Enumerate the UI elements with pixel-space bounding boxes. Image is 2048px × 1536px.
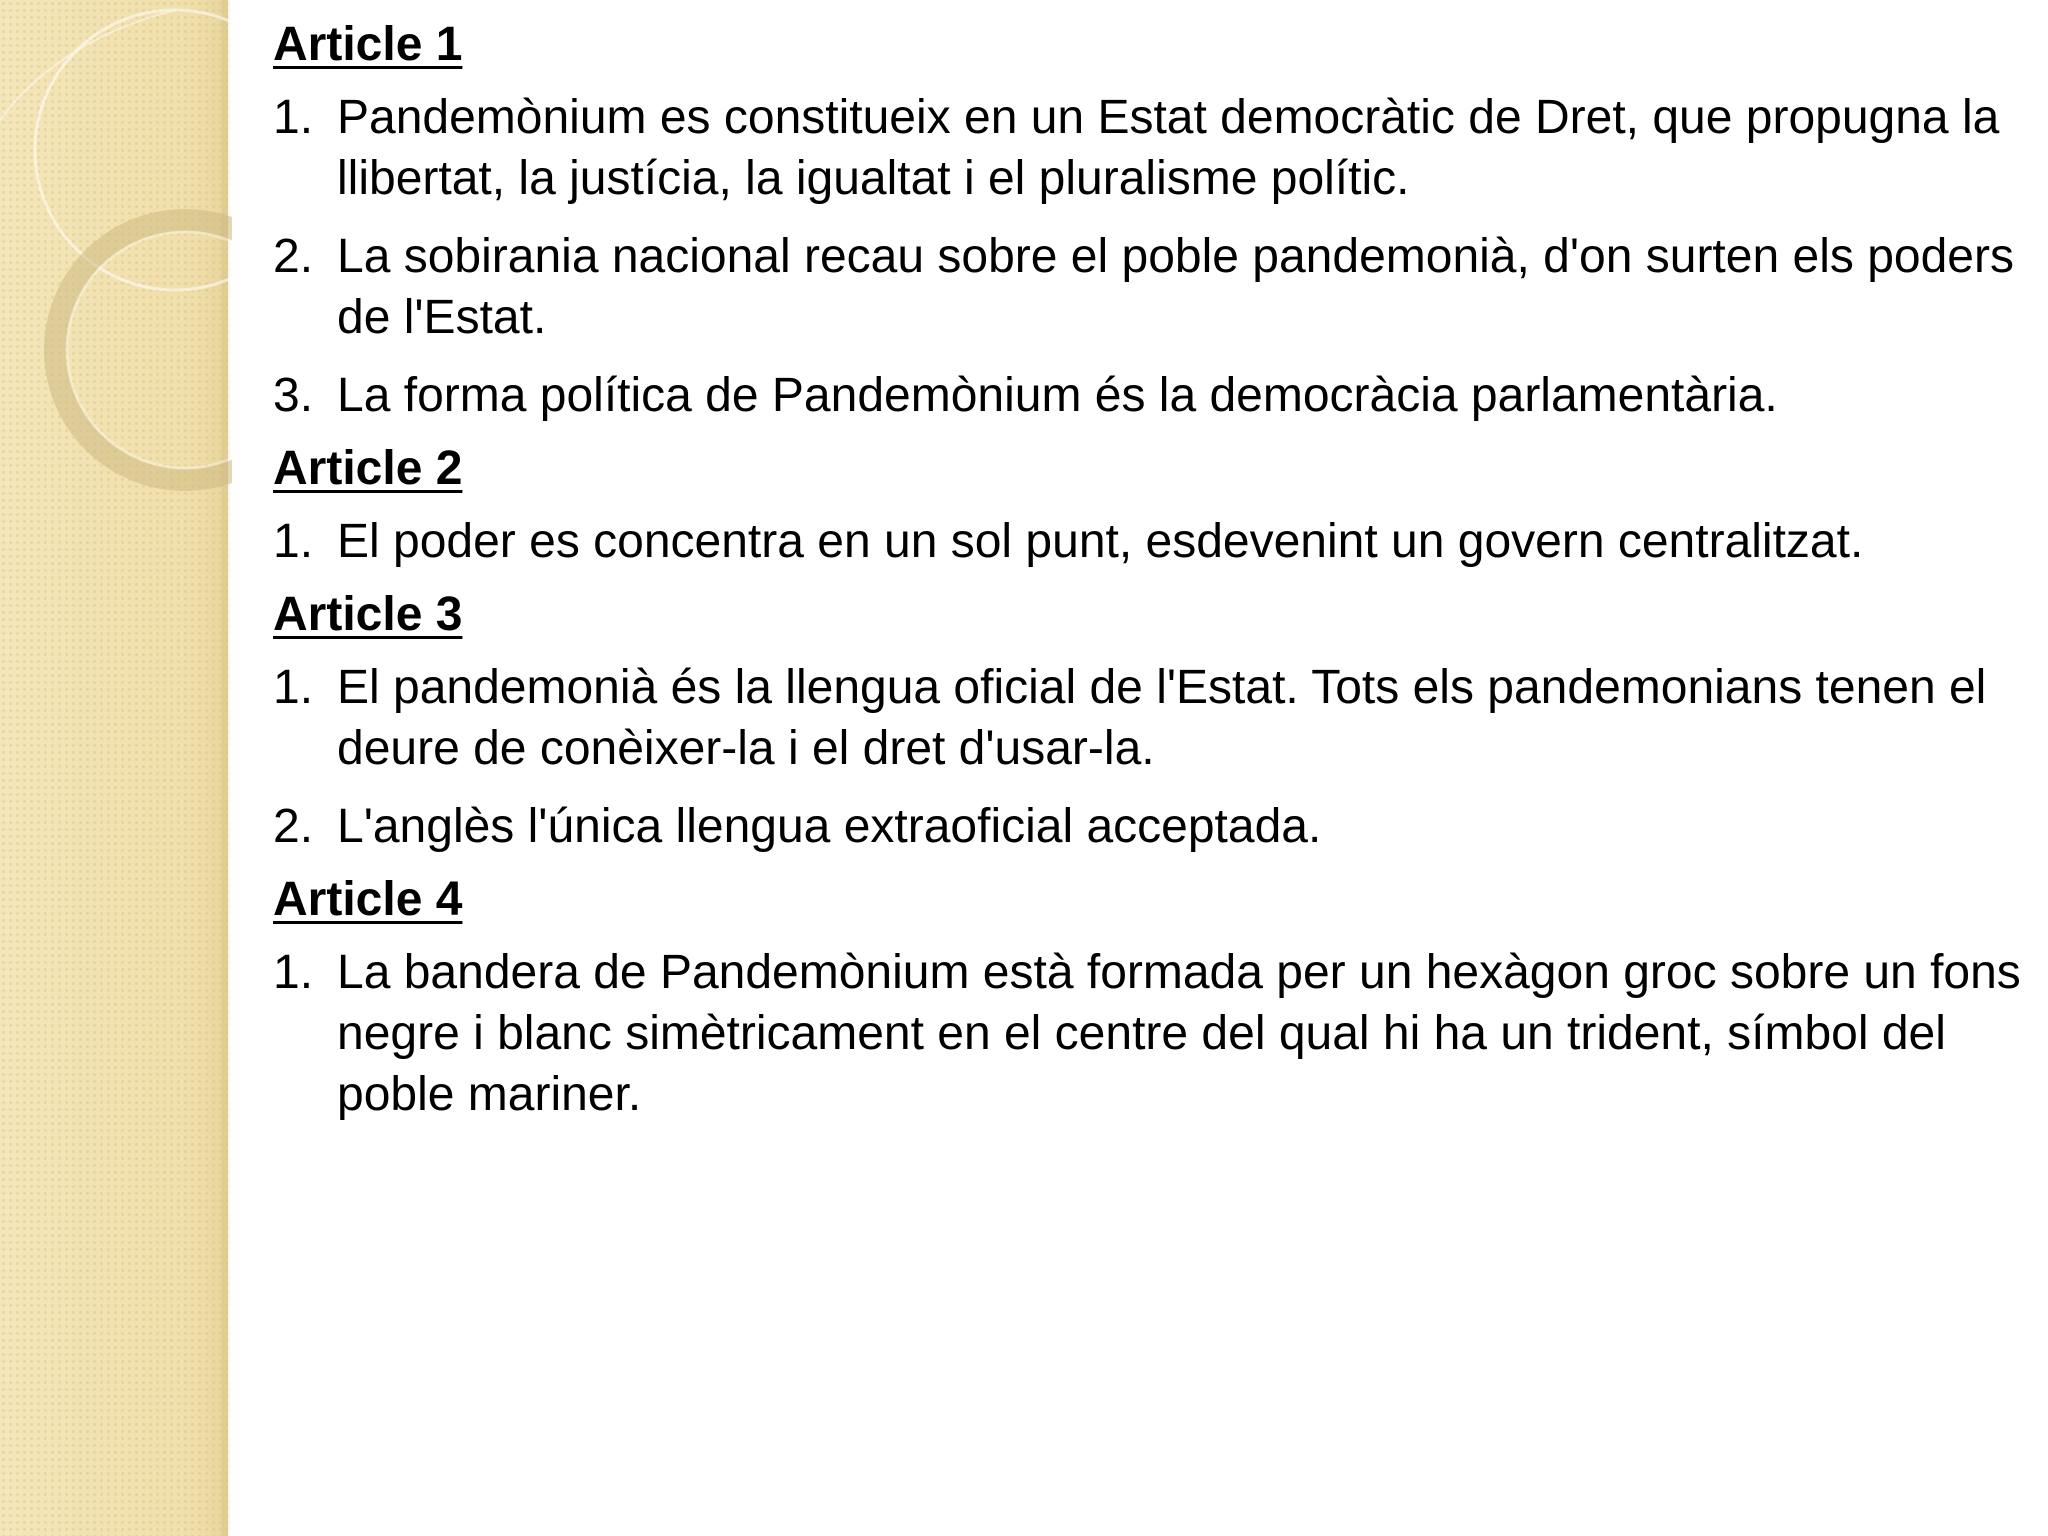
- article-heading: Article 3: [273, 588, 463, 641]
- article-heading: Article 1: [273, 18, 463, 71]
- item-number: 1.: [273, 91, 314, 144]
- list-item: [273, 365, 2033, 426]
- item-number: 1.: [273, 515, 314, 568]
- item-number: 2.: [273, 800, 314, 853]
- item-number: 3.: [273, 369, 314, 422]
- list-item: [273, 942, 2033, 1125]
- article-heading: Article 4: [273, 873, 463, 926]
- slide-content: [273, 14, 2033, 1142]
- article-items: [273, 942, 2033, 1125]
- item-number: 2.: [273, 230, 314, 283]
- item-text: El poder es concentra en un sol punt, esdevenint un govern centralitzat.: [337, 515, 1864, 568]
- item-text: La sobirania nacional recau sobre el poble pandemonià, d'on surten els poders de l'Estat.: [337, 230, 2014, 344]
- item-text: La forma política de Pandemònium és la democràcia parlamentària.: [337, 369, 1778, 422]
- article-items: [273, 511, 2033, 572]
- list-item: [273, 657, 2033, 779]
- item-text: Pandemònium es constitueix en un Estat democràtic de Dret, que propugna la llibertat, la justícia, la igualtat i el pluralisme polític.: [337, 91, 2000, 205]
- article-3: [273, 584, 2033, 857]
- decorative-rings: [0, 0, 232, 520]
- article-1: [273, 14, 2033, 426]
- item-text: L'anglès l'única llengua extraoficial acceptada.: [337, 800, 1322, 853]
- article-heading: Article 2: [273, 442, 463, 495]
- article-4: [273, 869, 2033, 1125]
- list-item: [273, 87, 2033, 209]
- item-text: El pandemonià és la llengua oficial de l'Estat. Tots els pandemonians tenen el deure de conèixer-la i el dret d'usar-la.: [337, 661, 1987, 775]
- item-text: La bandera de Pandemònium està formada per un hexàgon groc sobre un fons negre i blanc simètricament en el centre del qual hi ha un trident, símbol del poble mariner.: [337, 946, 2021, 1121]
- list-item: [273, 796, 2033, 857]
- article-items: [273, 657, 2033, 857]
- item-number: 1.: [273, 946, 314, 999]
- article-2: [273, 438, 2033, 572]
- item-number: 1.: [273, 661, 314, 714]
- list-item: [273, 511, 2033, 572]
- article-items: [273, 87, 2033, 426]
- list-item: [273, 226, 2033, 348]
